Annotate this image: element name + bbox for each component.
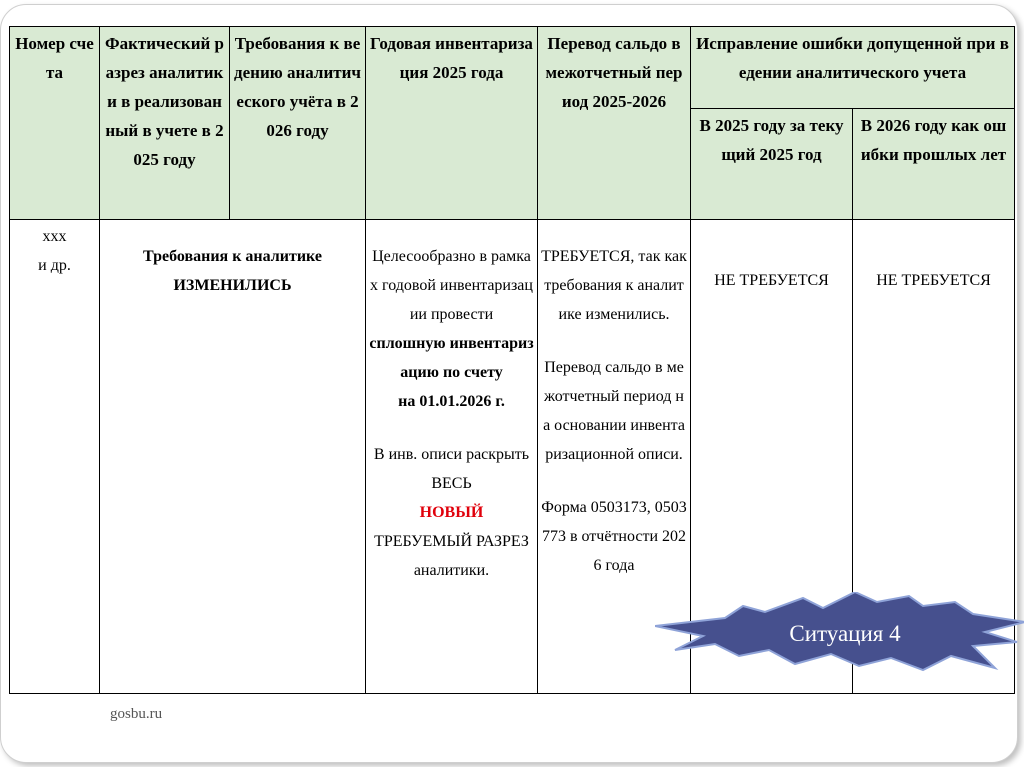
requirements-text: Требования к аналитике: [143, 248, 322, 265]
header-balance-transfer: Перевод сальдо в межотчетный период 2025-2026: [538, 27, 691, 220]
fix-prior-cell: НЕ ТРЕБУЕТСЯ: [853, 220, 1015, 694]
inventory-required-breakdown: ТРЕБУЕМЫЙ РАЗРЕЗ аналитики.: [374, 533, 529, 579]
account-cell: [10, 220, 100, 694]
header-actual-analytics: Фактический разрез аналитики в реализованный в учете в 2025 году: [100, 27, 230, 220]
header-requirements-2026: Требования к ведению аналитического учёта в 2026 году: [230, 27, 366, 220]
account-code: ххх: [42, 228, 67, 245]
header-annual-inventory: Годовая инвентаризация 2025 года: [366, 27, 538, 220]
inventory-intro: Целесообразно в рамках годовой инвентаризации провести: [370, 248, 533, 323]
transfer-basis: Перевод сальдо в межотчетный период на основании инвентаризационной описи.: [543, 359, 685, 463]
footer-source: gosbu.ru: [110, 706, 163, 722]
situation-badge-label: Ситуация 4: [789, 621, 901, 646]
transfer-forms: Форма 0503173, 0503773 в отчётности 2026 года: [541, 499, 687, 574]
requirements-changed-cell: [100, 220, 366, 694]
inventory-new-highlight: НОВЫЙ: [419, 504, 484, 521]
inventory-date: на 01.01.2026 г.: [398, 393, 505, 410]
header-row-top: [10, 27, 1015, 109]
requirements-changed: ИЗМЕНИЛИСЬ: [173, 277, 292, 294]
transfer-required: ТРЕБУЕТСЯ, так как требования к аналитике изменились.: [541, 248, 687, 323]
account-etc: и др.: [38, 257, 71, 274]
inventory-cell: [366, 220, 538, 694]
header-fix-2026: В 2026 году как ошибки прошлых лет: [853, 109, 1015, 220]
header-error-correction: Исправление ошибки допущенной при ведении аналитического учета: [691, 27, 1015, 109]
fix-current-cell: НЕ ТРЕБУЕТСЯ: [691, 220, 853, 694]
inventory-disclose: В инв. описи раскрыть ВЕСЬ: [373, 446, 530, 492]
inventory-full-count: сплошную инвентаризацию по счету: [369, 335, 534, 381]
header-account-number: Номер счета: [10, 27, 100, 220]
header-fix-2025: В 2025 году за текущий 2025 год: [691, 109, 853, 220]
